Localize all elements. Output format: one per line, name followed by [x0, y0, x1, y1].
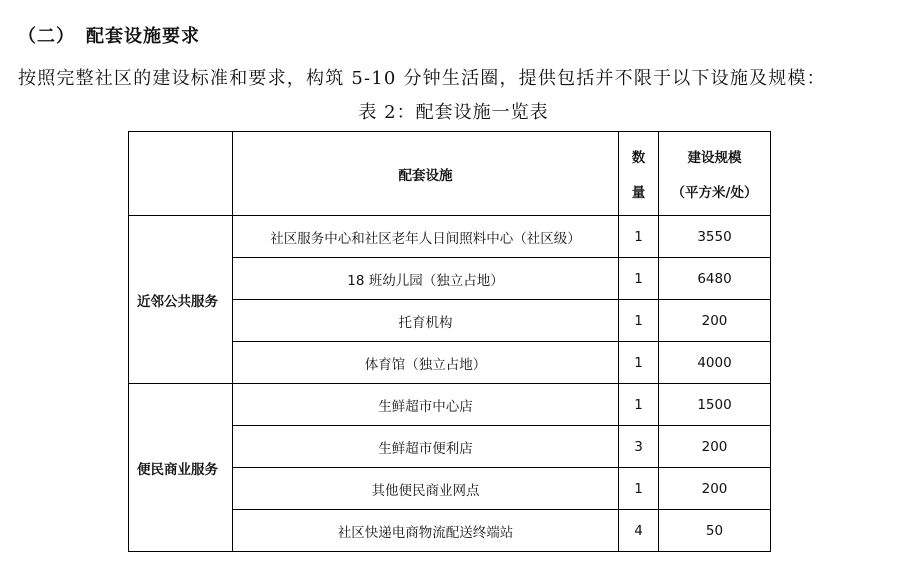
section-heading	[18, 22, 200, 48]
facility-cell: 生鲜超市中心店	[233, 384, 619, 426]
count-cell: 1	[619, 468, 659, 510]
count-cell: 1	[619, 300, 659, 342]
header-scale-line1: 建设规模	[687, 150, 742, 166]
table-row	[129, 216, 771, 258]
header-empty-cell	[129, 132, 233, 216]
scale-cell: 4000	[659, 342, 771, 384]
table-row	[129, 384, 771, 426]
scale-cell: 200	[659, 300, 771, 342]
scale-cell: 50	[659, 510, 771, 552]
scale-cell: 3550	[659, 216, 771, 258]
header-facility: 配套设施	[233, 132, 619, 216]
scale-cell: 1500	[659, 384, 771, 426]
group-name-commercial-service: 便民商业服务	[129, 384, 233, 552]
count-cell: 1	[619, 342, 659, 384]
section-number: （二）	[18, 26, 75, 47]
group-name-public-service: 近邻公共服务	[129, 216, 233, 384]
table-header-row	[129, 132, 771, 216]
header-count-line1: 数	[631, 150, 646, 166]
facility-cell: 生鲜超市便利店	[233, 426, 619, 468]
facility-cell: 托育机构	[233, 300, 619, 342]
facility-cell: 其他便民商业网点	[233, 468, 619, 510]
header-scale-line2: （平方米/处）	[671, 185, 758, 201]
count-cell: 1	[619, 216, 659, 258]
facility-cell: 社区快递电商物流配送终端站	[233, 510, 619, 552]
facility-cell: 18 班幼儿园（独立占地）	[233, 258, 619, 300]
count-cell: 4	[619, 510, 659, 552]
header-count	[619, 132, 659, 216]
header-scale	[659, 132, 771, 216]
scale-cell: 200	[659, 426, 771, 468]
facilities-table	[128, 131, 771, 552]
intro-paragraph: 按照完整社区的建设标准和要求，构筑 5-10 分钟生活圈，提供包括并不限于以下设施及规模：	[18, 68, 826, 89]
table-caption: 表 2：配套设施一览表	[358, 102, 549, 123]
facility-cell: 体育馆（独立占地）	[233, 342, 619, 384]
scale-cell: 6480	[659, 258, 771, 300]
count-cell: 1	[619, 384, 659, 426]
count-cell: 3	[619, 426, 659, 468]
scale-cell: 200	[659, 468, 771, 510]
count-cell: 1	[619, 258, 659, 300]
section-title: 配套设施要求	[86, 26, 200, 47]
facility-cell: 社区服务中心和社区老年人日间照料中心（社区级）	[233, 216, 619, 258]
header-count-line2: 量	[631, 185, 646, 201]
